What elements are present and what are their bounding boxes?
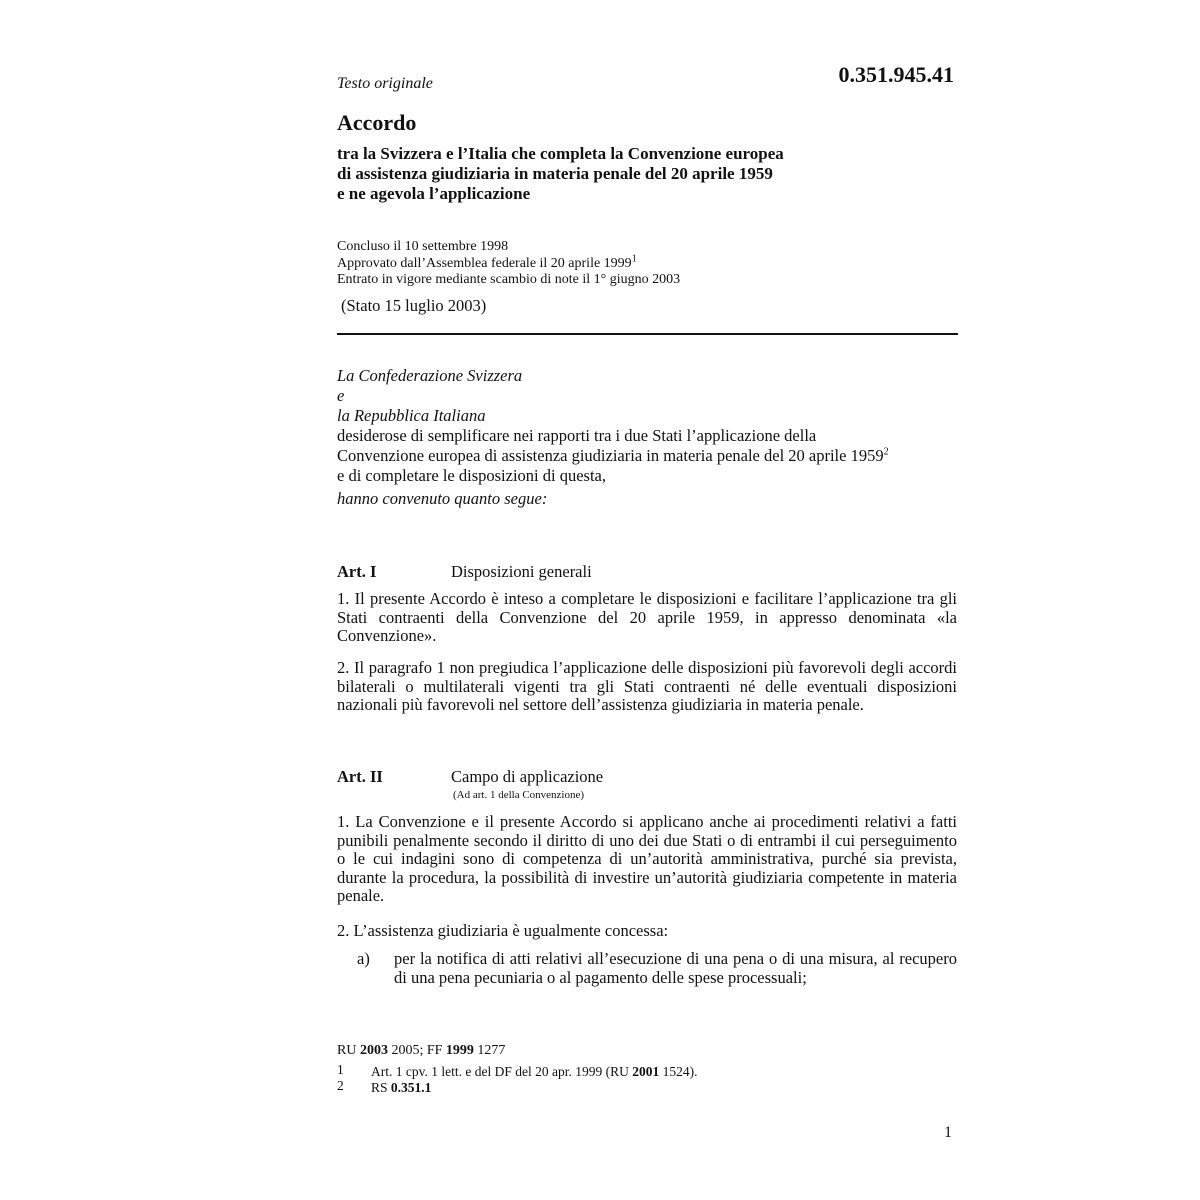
meta-concluded: Concluso il 10 settembre 1998 [337,239,509,254]
document-meta [337,239,680,289]
divider [337,333,958,335]
list-item-label: a) [357,949,370,968]
article-2-number: Art. II [337,767,383,786]
preamble-agreed: hanno convenuto quanto segue: [337,489,548,508]
footnote-ref[interactable]: 1 [631,252,637,264]
article-2-paragraph-2: 2. L’assistenza giudiziaria è ugualmente concessa: [337,921,669,940]
article-1-paragraph-1: 1. Il presente Accordo è inteso a completare le disposizioni e facilitare l’applicazione tra gli Stati contraenti della Convenzione del 20 aprile 1959, in appresso denominata «la Convenzione». [337,589,957,645]
meta-status: (Stato 15 luglio 2003) [341,296,487,315]
original-text-label: Testo originale [337,75,433,92]
meta-approved: Approvato dall’Assemblea federale il 20 aprile 1999$^1$ [337,252,637,271]
article-2-subtitle: (Ad art. 1 della Convenzione) [453,789,585,801]
footnote-ref[interactable]: 2 [883,446,889,458]
meta-entry-into-force: Entrato in vigore mediante scambio di note il 1° giugno 2003 [337,272,681,287]
page-number: 1 [944,1124,952,1141]
preamble-line: desiderose di semplificare nei rapporti tra i due Stati l’applicazione della [337,426,817,445]
sr-number: 0.351.945.41 [838,62,954,87]
document-subtitle [337,144,784,204]
preamble-line: Convenzione europea di assistenza giudiziaria in materia penale del 20 aprile 1959$^2$ [337,446,889,465]
subtitle-line: e ne agevola l’applicazione [337,184,531,203]
preamble [337,366,957,509]
preamble-line: e di completare le disposizioni di questa, [337,466,606,485]
article-1-title: Disposizioni generali [451,562,592,581]
subtitle-line: di assistenza giudiziaria in materia penale del 20 aprile 1959 [337,164,773,183]
footnote-2-text: RS 0.351.1 [371,1080,432,1095]
subtitle-line: tra la Svizzera e l’Italia che completa la Convenzione europea [337,144,784,163]
preamble-desire [337,426,957,486]
list-item-text: per la notifica di atti relativi all’esecuzione di una pena o di una misura, al recupero di una pena pecuniaria o al pagamento delle spese processuali; [394,949,957,987]
article-1-number: Art. I [337,562,377,581]
publication-reference: RU 2003 2005; FF 1999 1277 [337,1043,506,1058]
party-2: la Repubblica Italiana [337,406,486,425]
footnote-1-number: 1 [337,1062,344,1077]
footnote-2-number: 2 [337,1078,344,1093]
document-title: Accordo [337,110,417,135]
footnote-1-text: Art. 1 cpv. 1 lett. e del DF del 20 apr. 1999 (RU 2001 1524). [371,1064,698,1079]
conjunction: e [337,386,345,405]
article-2-title: Campo di applicazione [451,767,604,786]
article-1-paragraph-2: 2. Il paragrafo 1 non pregiudica l’applicazione delle disposizioni più favorevoli degli accordi bilaterali o multilaterali vigenti tra gli Stati contraenti né delle eventuali disposizioni nazionali più favorevoli nel settore dell’assistenza giudiziaria in materia penale. [337,658,957,714]
party-1: La Confederazione Svizzera [337,366,523,385]
article-2-paragraph-1: 1. La Convenzione e il presente Accordo si applicano anche ai procedimenti relativi a fatti punibili penalmente secondo il diritto di uno dei due Stati o di entrambi il cui perseguimento o le cui indagini sono di competenza di un’autorità amministrativa, purché sia prevista, durante la procedura, la possibilità di investire un’autorità giudiziaria competente in materia penale. [337,812,957,905]
